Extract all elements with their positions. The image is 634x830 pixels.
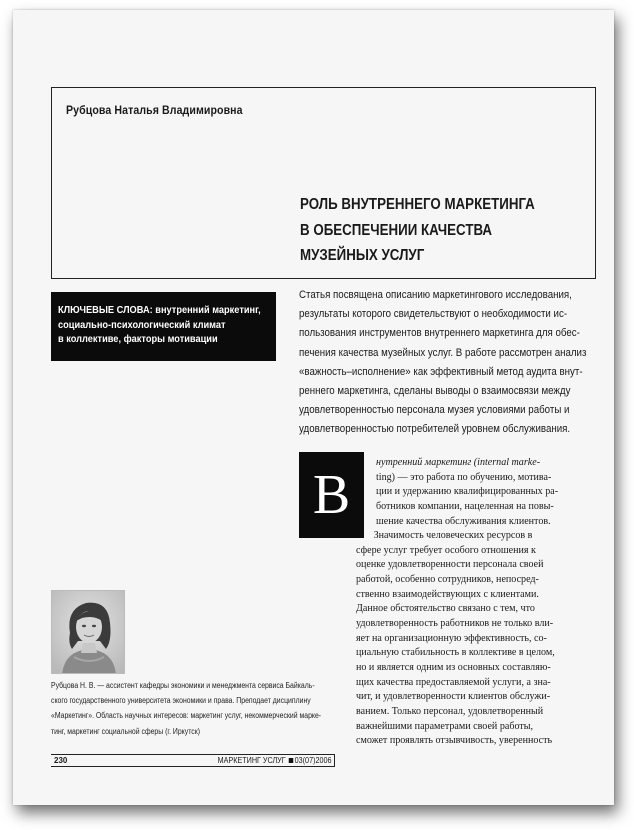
body-line: удовлетворенность работников не только вли- [356,617,554,629]
abstract-line: пользования инструментов внутреннего маркетинга для обес- [299,327,580,340]
abstract-line: «важность–исполнение» как эффективный метод аудита внут- [299,365,583,378]
journal-name: МАРКЕТИНГ УСЛУГ [217,756,286,765]
journal-issue [217,755,331,766]
author-bio [51,678,337,739]
body-line: чит, и удовлетворенности клиентов обслужи- [356,691,551,703]
body-line: нутренний маркетинг (internal marke- [376,457,541,468]
author-portrait-image [52,591,125,674]
body-line: щих качества предоставляемой услуги, а зна- [356,676,551,688]
keywords-box [51,292,276,361]
abstract-line: реннего маркетинга, сделаны выводы о взаимосвязи между [299,385,571,398]
main-paragraph [356,529,588,749]
body-line: яет на организационную эффективность, со- [356,632,547,644]
body-line: но и является одним из основных составляю- [356,661,551,673]
body-line: ting) — это работа по обучению, мотива- [376,471,552,483]
abstract-line: удовлетворенностью потребителей уровнем обслуживания. [299,423,571,436]
title-line: В ОБЕСПЕЧЕНИИ КАЧЕСТВА [300,221,493,239]
title-line: РОЛЬ ВНУТРЕННЕГО МАРКЕТИНГА [300,196,535,213]
keywords-line: КЛЮЧЕВЫЕ СЛОВА: внутренний маркетинг, [58,304,261,316]
keywords-line: в коллективе, факторы мотивации [58,333,218,345]
body-line: циальную стабильность в коллективе в целом, [356,647,555,659]
body-line: сможет проявлять отзывчивость, уверенность [356,735,553,747]
abstract-line: удовлетворенностью персонала музея условиями работы и [299,404,570,417]
body-line: шение качества обслуживания клиентов. [376,515,551,527]
body-line: ственно взаимодействующих с клиентами. [356,588,539,600]
title-line: МУЗЕЙНЫХ УСЛУГ [300,247,425,264]
abstract [299,286,586,440]
abstract-line: Статья посвящена описанию маркетингового исследования, [299,289,572,301]
bio-line: Рубцова Н. В. — ассистент кафедры экономики и менеджмента сервиса Байкаль- [51,681,315,690]
body-line: ботников компании, нацеленная на повы- [376,500,554,512]
bio-line: ского государственного университета экономики и права. Преподает дисциплину [51,696,311,706]
abstract-line: результаты которого свидетельствуют о необходимости ис- [299,308,568,321]
body-line: важнейшими параметрами своей работы, [356,720,534,732]
author-name: Рубцова Наталья Владимировна [66,105,243,117]
page-footer [51,754,335,767]
intro-paragraph [376,456,588,529]
square-bullet-icon [288,758,293,763]
journal-page [13,10,614,805]
bio-line: тинг, маркетинг социальной сферы (г. Иркутск) [51,726,201,736]
body-line: Значимость человеческих ресурсов в [356,530,533,541]
body-line: сфере услуг требует особого отношения к [356,544,536,556]
body-line: работой, особенно сотрудников, непосред- [356,573,539,585]
body-line: Данное обстоятельство связано с тем, что [356,603,535,615]
keywords-line: социально-психологический климат [58,318,226,331]
article-header [51,87,596,279]
abstract-line: печения качества музейных услуг. В работе рассмотрен анализ [299,346,587,359]
drop-cap: В [299,452,364,538]
page-number: 230 [54,756,68,765]
bio-line: «Маркетинг». Область научных интересов: маркетинг услуг, некоммерческий марке- [51,711,322,721]
issue-number: 03(07)2006 [294,756,331,765]
article-title [300,192,535,269]
author-photo [51,590,125,674]
body-line: ванием. Только персонал, удовлетворенный [356,705,544,717]
body-line: оценке удовлетворенности персонала своей [356,559,544,571]
body-line: ции и удержанию квалифицированных ра- [376,486,559,498]
